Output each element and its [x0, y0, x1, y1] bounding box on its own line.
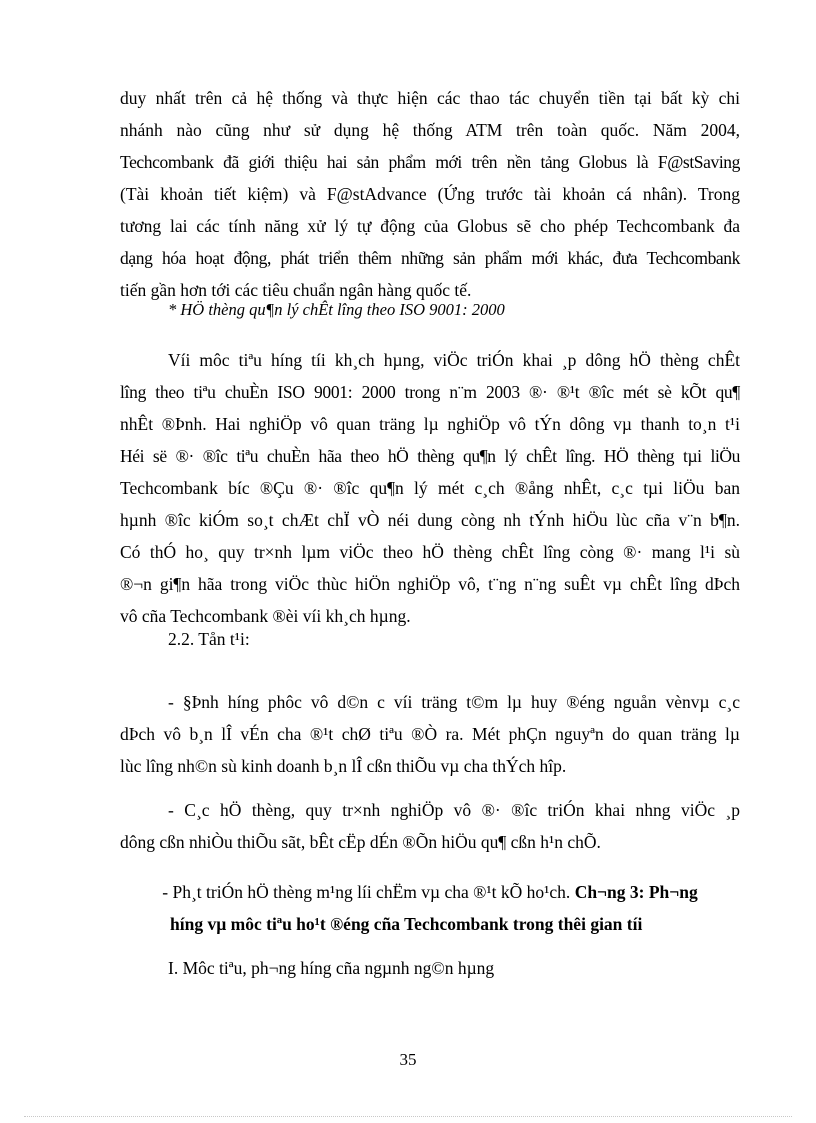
text-line: - §Þnh híng phôc vô d©n c víi träng t©m lµ huy ®éng nguån vènvµ c¸c: [168, 692, 740, 712]
text-line: lùc lîng nh©n sù kinh doanh b¸n lÎ cßn thiÕu vµ cha thÝch hîp.: [120, 756, 567, 776]
text-line: ®¬n gi¶n hãa trong viÖc thùc hiÖn nghiÖp vô, t¨ng n¨ng suÊt vµ chÊt lîng dÞch: [120, 574, 740, 594]
paragraph-globus: [120, 82, 740, 306]
text-line: nhánh nào cũng như sử dụng hệ thống ATM trên toàn quốc. Năm 2004,: [120, 120, 740, 140]
text-line: lîng theo tiªu chuÈn ISO 9001: 2000 trong n¨m 2003 ®· ®¹t ®îc mét sè kÕt qu¶: [120, 382, 740, 402]
text-line: Techcombank bíc ®Çu ®· ®îc qu¶n lý mét c¸ch ®ång nhÊt, c¸c tµi liÖu ban: [120, 478, 740, 498]
chapter-line: [120, 876, 740, 908]
chapter-heading: [120, 876, 740, 940]
text-line: dông cßn nhiÒu thiÕu sãt, bÊt cËp dÉn ®Õn hiÖu qu¶ cßn h¹n chÕ.: [120, 832, 601, 852]
text-line: - C¸c hÖ thèng, quy tr×nh nghiÖp vô ®· ®îc triÓn khai nhng viÖc ¸p: [168, 800, 740, 820]
footer-divider: [24, 1116, 792, 1117]
paragraph-orientation: [120, 686, 740, 782]
text-line: Héi së ®· ®îc tiªu chuÈn hãa theo hÖ thèng qu¶n lý chÊt lîng. HÖ thèng tµi liÖu: [120, 446, 740, 466]
text-line: tương lai các tính năng xử lý tự động của Globus sẽ cho phép Techcombank đa: [120, 216, 740, 236]
text-line: dạng hóa hoạt động, phát triển thêm những sản phẩm mới khác, đưa Techcombank: [120, 248, 740, 268]
text-line: (Tài khoản tiết kiệm) và F@stAdvance (Ứng trước tài khoản cá nhân). Trong: [120, 184, 740, 204]
section-heading: I. Môc tiªu, ph¬ng híng cña ngµnh ng©n hµng: [168, 958, 495, 978]
text-line: vô cña Techcombank ®èi víi kh¸ch hµng.: [120, 606, 411, 626]
heading-iso-quality: * HÖ thèng qu¶n lý chÊt lîng theo ISO 9001: 2000: [168, 300, 505, 319]
text-line: tiến gần hơn tới các tiêu chuẩn ngân hàng quốc tế.: [120, 280, 472, 300]
chapter-title: Ch¬ng 3: Ph¬ng: [574, 882, 698, 902]
paragraph-systems: [120, 794, 740, 858]
paragraph-iso: [120, 344, 740, 632]
text-line: Techcombank đã giới thiệu hai sản phẩm mới trên nền tảng Globus là F@stSaving: [120, 152, 740, 172]
chapter-subtitle: híng vµ môc tiªu ho¹t ®éng cña Techcombank trong thêi gian tíi: [170, 914, 643, 934]
text-line: duy nhất trên cả hệ thống và thực hiện các thao tác chuyển tiền tại bất kỳ chi: [120, 88, 740, 108]
text-line: Có thÓ ho¸ quy tr×nh lµm viÖc theo hÖ thèng chÊt lîng còng ®· mang l¹i sù: [120, 542, 740, 562]
text-line: hµnh ®îc kiÓm so¸t chÆt chÏ vÒ néi dung còng nh tÝnh hiÖu lùc cña v¨n b¶n.: [120, 510, 740, 530]
text-line: nhÊt ®Þnh. Hai nghiÖp vô quan träng lµ nghiÖp vô tÝn dông vµ thanh to¸n t¹i: [120, 414, 740, 434]
page-number: 35: [399, 1050, 417, 1069]
text-line: Víi môc tiªu híng tíi kh¸ch hµng, viÖc triÓn khai ¸p dông hÖ thèng chÊt: [168, 350, 740, 370]
text-line: dÞch vô b¸n lÎ vÉn cha ®¹t chØ tiªu ®Ò ra. Mét phÇn nguyªn do quan träng lµ: [120, 724, 740, 744]
network-bullet: - Ph¸t triÓn hÖ thèng m¹ng líi chËm vµ cha ®¹t kÕ ho¹ch.: [162, 882, 571, 902]
section-title: 2.2. Tån t¹i:: [168, 629, 250, 649]
